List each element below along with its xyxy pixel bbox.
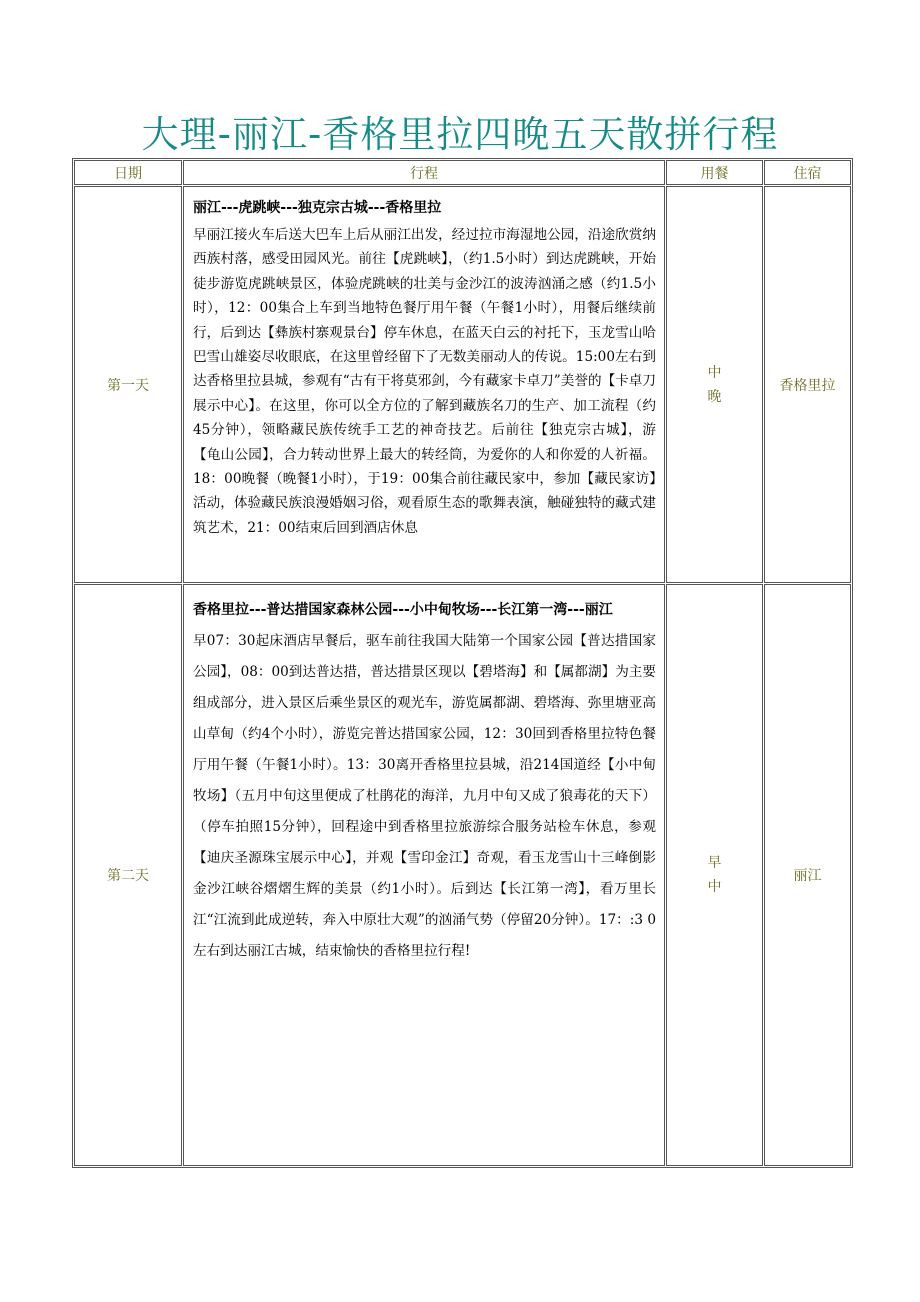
page-title: 大理-丽江-香格里拉四晚五天散拼行程 [141, 113, 779, 156]
meal-item: 早 [707, 855, 722, 871]
lodging-cell: 丽江 [764, 584, 851, 1166]
itinerary-cell [183, 584, 665, 1166]
meal-item: 中 [707, 364, 722, 381]
route-title: 香格里拉---普达措国家森林公园---小中甸牧场---长江第一湾---丽江 [193, 602, 613, 618]
itinerary-description: 早07：30起床酒店早餐后，驱车前往我国大陆第一个国家公园【普达措国家公园】，08：00到达普达措，普达措景区现以【碧塔海】和【属都湖】为主要组成部分，进入景区后乘坐景区的观光车，游览属都湖、碧塔海、弥里塘亚高山草甸（约4个小时），游览完普达措国家公园，12：30回到香格里拉特色餐厅用午餐（午餐1小时）。13：30离开香格里拉县城，沿214国道经【小中甸牧场】（五月中旬这里便成了杜鹃花的海洋，九月中旬又成了狼毒花的天下）（停车拍照15分钟），回程途中到香格里拉旅游综合服务站检车休息，参观【迪庆圣源珠宝展示中心】，并观【雪印金江】奇观，看玉龙雪山十三峰倒影金沙江峡谷熠熠生辉的美景（约1小时）。后到达【长江第一湾】，看万里长江“江流到此成逆转，奔入中原壮大观”的汹涌气势（停留20分钟）。17：:3 0左右到达丽江古城，结束愉快的香格里拉行程! [193, 633, 656, 959]
itinerary-table [72, 158, 853, 1168]
itinerary-cell [183, 186, 665, 583]
table-header-row [74, 160, 851, 185]
meal-item: 晚 [707, 388, 722, 405]
day-label: 第二天 [74, 584, 182, 1166]
route-title: 丽江---虎跳峡---独克宗古城---香格里拉 [193, 200, 442, 216]
column-header-date: 日期 [74, 160, 182, 185]
table-row-day-1 [74, 186, 851, 583]
table-row-day-2 [74, 584, 851, 1166]
column-header-lodging: 住宿 [764, 160, 851, 185]
itinerary-description: 早丽江接火车后送大巴车上后从丽江出发，经过拉市海湿地公园，沿途欣赏纳西族村落，感受田园风光。前往【虎跳峡】，（约1.5小时）到达虎跳峡，开始徒步游览虎跳峡景区，体验虎跳峡的壮美与金沙江的波涛汹涌之感（约1.5小时），12：00集合上车到当地特色餐厅用午餐（午餐1小时），用餐后继续前行，后到达【彝族村寨观景台】停车休息，在蓝天白云的衬托下，玉龙雪山哈巴雪山雄姿尽收眼底，在这里曾经留下了无数美丽动人的传说。15:00左右到达香格里拉县城，参观有“古有干将莫邪剑，今有藏家卡卓刀”美誉的【卡卓刀展示中心】。在这里，你可以全方位的了解到藏族名刀的生产、加工流程（约45分钟），领略藏民族传统手工艺的神奇技艺。后前往【独克宗古城】，游【龟山公园】，合力转动世界上最大的转经筒，为爱你的人和你爱的人祈福。18：00晚餐（晚餐1小时），于19：00集合前往藏民家中，参加【藏民家访】活动，体验藏民族浪漫婚姻习俗，观看原生态的歌舞表演，触碰独特的藏式建筑艺术，21：00结束后回到酒店休息 [193, 227, 656, 536]
column-header-itinerary: 行程 [183, 160, 665, 185]
meals-cell [666, 186, 763, 583]
meal-item: 中 [707, 879, 722, 895]
day-label: 第一天 [74, 186, 182, 583]
column-header-meals: 用餐 [666, 160, 763, 185]
lodging-cell: 香格里拉 [764, 186, 851, 583]
meals-cell [666, 584, 763, 1166]
